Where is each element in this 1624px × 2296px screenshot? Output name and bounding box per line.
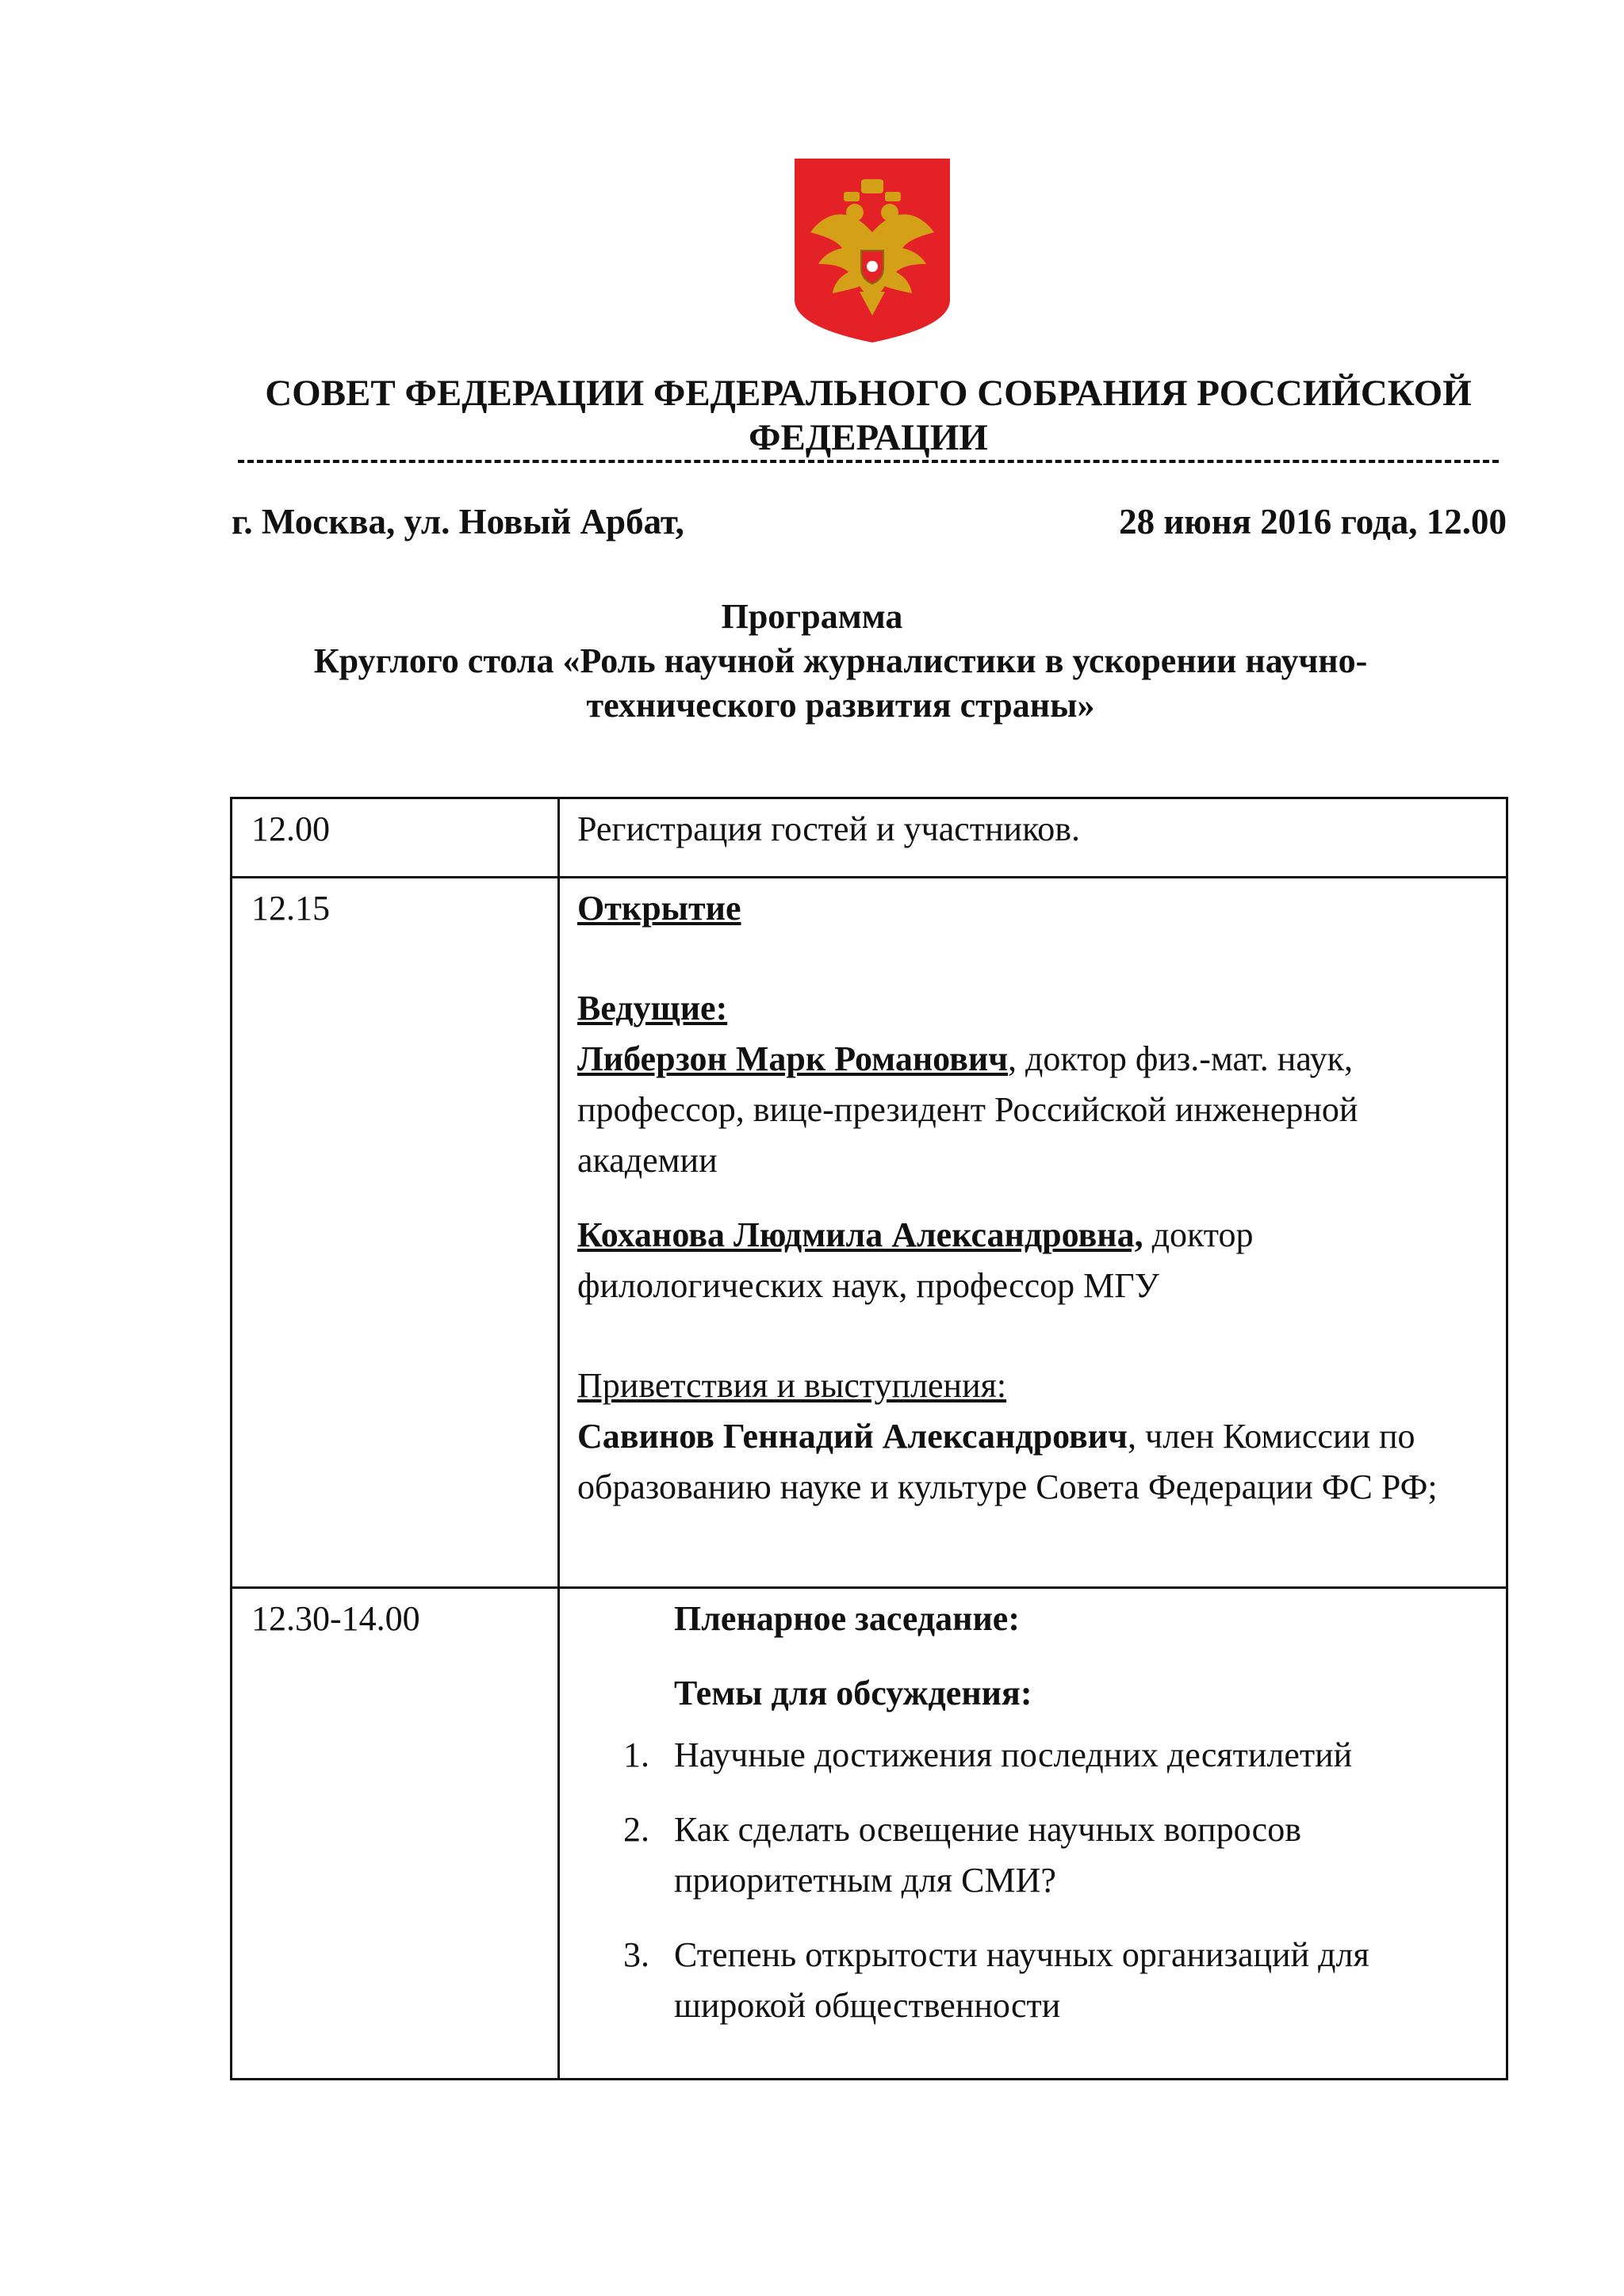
event-location: г. Москва, ул. Новый Арбат, (232, 502, 684, 541)
topics-list (577, 1730, 1490, 2031)
list-item (623, 1804, 1490, 1906)
topic-text: Научные достижения последних десятилетий (674, 1735, 1353, 1774)
time-cell: 12.30-14.00 (232, 1588, 559, 2080)
speaker-name: Савинов Геннадий Александрович (577, 1417, 1128, 1456)
registration-text: Регистрация гостей и участников. (559, 798, 1507, 878)
topic-number: 1. (623, 1735, 649, 1774)
topic-number: 2. (623, 1810, 649, 1849)
host-1-desc: , доктор физ.-мат. наук, профессор, вице-президент Российской инженерной академии (577, 1039, 1358, 1180)
opening-cell (559, 878, 1507, 1588)
host-2-name: Коханова Людмила Александровна, (577, 1215, 1143, 1254)
host-2-desc: доктор филологических наук, профессор МГУ (577, 1215, 1254, 1305)
plenary-cell (559, 1588, 1507, 2080)
speaker-desc: , член Комиссии по образованию науке и культуре Совета Федерации ФС РФ; (577, 1417, 1438, 1506)
table-row (232, 798, 1507, 878)
host-2 (577, 1210, 1490, 1311)
speaker (577, 1411, 1490, 1513)
table-row (232, 878, 1507, 1588)
greetings-label: Приветствия и выступления: (577, 1366, 1007, 1405)
time-cell: 12.15 (232, 878, 559, 1588)
topic-text: Степень открытости научных организаций для широкой общественности (674, 1935, 1369, 2025)
dashed-divider (238, 460, 1499, 471)
topic-text: Как сделать освещение научных вопросов приоритетным для СМИ? (674, 1810, 1301, 1900)
plenary-heading: Пленарное заседание: (674, 1599, 1020, 1638)
hosts-label: Ведущие: (577, 989, 728, 1027)
host-1 (577, 1034, 1490, 1186)
topics-label: Темы для обсуждения: (674, 1674, 1032, 1712)
time-cell: 12.00 (232, 798, 559, 878)
opening-heading: Открытие (577, 889, 741, 928)
list-item (623, 1930, 1490, 2031)
event-date: 28 июня 2016 года, 12.00 (1119, 502, 1507, 541)
host-1-name: Либерзон Марк Романович (577, 1039, 1009, 1078)
russian-coat-of-arms-icon (793, 157, 952, 344)
topic-number: 3. (623, 1935, 649, 1974)
table-row (232, 1588, 1507, 2080)
program-title: Программа (721, 597, 903, 636)
organization-title: СОВЕТ ФЕДЕРАЦИИ ФЕДЕРАЛЬНОГО СОБРАНИЯ РОССИЙСКОЙ ФЕДЕРАЦИИ (265, 373, 1472, 458)
list-item (623, 1730, 1490, 1781)
schedule-table (230, 797, 1508, 2080)
program-subtitle: Круглого стола «Роль научной журналистики в ускорении научно-технического развития страны» (313, 641, 1368, 725)
